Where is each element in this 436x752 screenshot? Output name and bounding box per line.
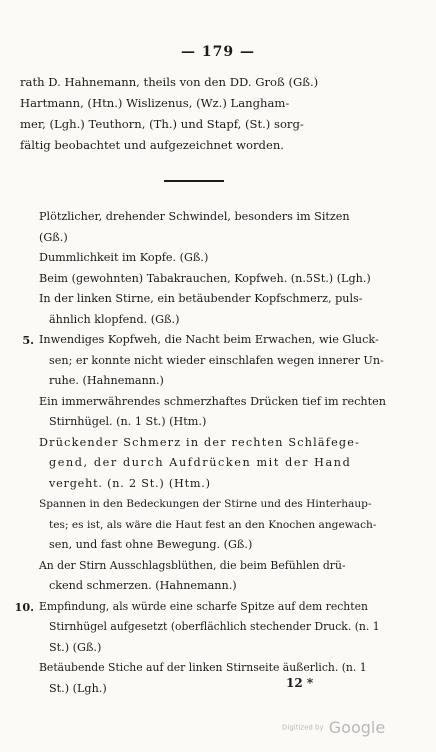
symptom-entry bbox=[0, 207, 436, 248]
entry-line: Beim (gewohnten) Tabakrauchen, Kopfweh. (n.5St.) (Lgh.) bbox=[39, 271, 371, 285]
entry-line: Dummlichkeit im Kopfe. (Gß.) bbox=[39, 251, 209, 264]
symptom-entry bbox=[0, 269, 436, 290]
symptom-entry bbox=[0, 330, 436, 392]
entry-line: St.) (Lgh.) bbox=[49, 681, 107, 695]
intro-line: fältig beobachtet und aufgezeichnet worden. bbox=[20, 138, 284, 152]
watermark-logo: Google bbox=[328, 718, 386, 737]
entry-line: Stirnhügel. (n. 1 St.) (Htm.) bbox=[49, 415, 207, 428]
entry-line: ähnlich klopfend. (Gß.) bbox=[49, 312, 180, 326]
entry-line: An der Stirn Ausschlagsblüthen, die beim Befühlen drü- bbox=[39, 558, 346, 572]
entry-line: Betäubende Stiche auf der linken Stirnseite äußerlich. (n. 1 bbox=[39, 661, 367, 674]
entry-line: sen, und fast ohne Bewegung. (Gß.) bbox=[49, 538, 253, 551]
entry-line: Empfindung, als würde eine scharfe Spitze auf dem rechten bbox=[39, 599, 368, 613]
entry-line: sen; er konnte nicht wieder einschlafen wegen innerer Un- bbox=[49, 353, 384, 367]
digitized-watermark bbox=[282, 717, 385, 737]
watermark-prefix: Digitized by bbox=[282, 723, 324, 732]
symptom-entry bbox=[0, 494, 436, 556]
entry-line: Ein immerwährendes schmerzhaftes Drücken tief im rechten bbox=[39, 394, 386, 408]
symptom-entry bbox=[0, 392, 436, 433]
entry-line: ruhe. (Hahnemann.) bbox=[49, 374, 164, 387]
page-number: — 179 — bbox=[181, 44, 255, 60]
entry-line: gend, der durch Aufdrücken mit der Hand bbox=[49, 456, 352, 469]
intro-line: rath D. Hahnemann, theils von den DD. Groß (Gß.) bbox=[20, 75, 319, 89]
signature-mark: 12 * bbox=[286, 676, 314, 690]
intro-paragraph bbox=[20, 72, 415, 156]
entry-number: 5. bbox=[22, 333, 34, 347]
entry-line: St.) (Gß.) bbox=[49, 640, 102, 654]
section-divider bbox=[164, 180, 224, 182]
symptom-entry bbox=[0, 433, 436, 495]
symptom-entry bbox=[0, 248, 436, 269]
entry-line: In der linken Stirne, ein betäubender Kopfschmerz, puls- bbox=[39, 292, 363, 305]
entry-number: 10. bbox=[14, 599, 34, 614]
symptom-list bbox=[0, 207, 436, 699]
intro-line: Hartmann, (Htn.) Wislizenus, (Wz.) Langham- bbox=[20, 96, 290, 110]
entry-line: Drückender Schmerz in der rechten Schläfege- bbox=[39, 435, 361, 449]
intro-line: mer, (Lgh.) Teuthorn, (Th.) und Stapf, (St.) sorg- bbox=[20, 117, 304, 131]
symptom-entry bbox=[0, 597, 436, 659]
entry-line: Stirnhügel aufgesetzt (oberflächlich stechender Druck. (n. 1 bbox=[49, 620, 380, 633]
entry-line: Plötzlicher, drehender Schwindel, besonders im Sitzen bbox=[39, 210, 350, 223]
entry-line: tes; es ist, als wäre die Haut fest an den Knochen angewach- bbox=[49, 518, 377, 531]
symptom-entry bbox=[0, 289, 436, 330]
entry-line: vergeht. (n. 2 St.) (Htm.) bbox=[49, 476, 211, 490]
entry-line: (Gß.) bbox=[39, 230, 68, 244]
symptom-entry bbox=[0, 556, 436, 597]
symptom-entry bbox=[0, 658, 436, 699]
entry-line: Spannen in den Bedeckungen der Stirne und des Hinterhaup- bbox=[39, 498, 372, 510]
entry-line: ckend schmerzen. (Hahnemann.) bbox=[49, 579, 237, 592]
entry-line: Inwendiges Kopfweh, die Nacht beim Erwachen, wie Gluck- bbox=[39, 333, 379, 346]
